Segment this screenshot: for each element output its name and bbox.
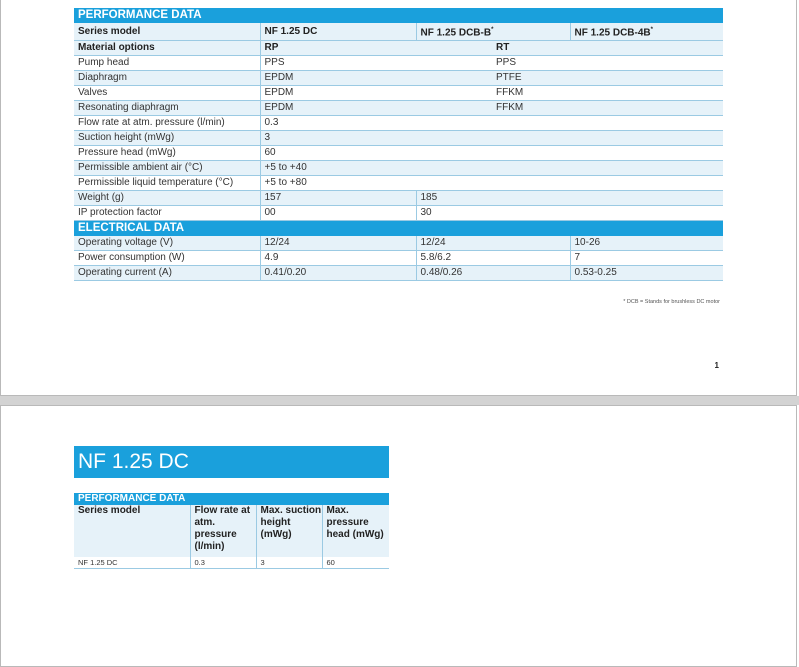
page-2 bbox=[0, 405, 797, 667]
table-row: Operating current (A) 0.41/0.20 0.48/0.26 0.53-0.25 bbox=[74, 266, 723, 281]
footnote: * DCB = Stands for brushless DC motor bbox=[623, 299, 720, 305]
series-row: Series model NF 1.25 DC NF 1.25 DCB-B* NF 1.25 DCB-4B* bbox=[74, 23, 723, 41]
table-row: Suction height (mWg) 3 bbox=[74, 131, 723, 146]
ip-row: IP protection factor 00 30 bbox=[74, 206, 723, 221]
table-row: Valves EPDM FFKM bbox=[74, 86, 723, 101]
weight-row: Weight (g) 157 185 bbox=[74, 191, 723, 206]
table-row: Pump head PPS PPS bbox=[74, 56, 723, 71]
page-gap bbox=[0, 396, 799, 405]
electrical-header: ELECTRICAL DATA bbox=[74, 221, 723, 237]
table-row: Permissible liquid temperature (°C) +5 to +80 bbox=[74, 176, 723, 191]
table-row: Diaphragm EPDM PTFE bbox=[74, 71, 723, 86]
page-title: NF 1.25 DC bbox=[74, 446, 389, 478]
performance-table-2 bbox=[74, 493, 389, 569]
table-row: Power consumption (W) 4.9 5.8/6.2 7 bbox=[74, 251, 723, 266]
table-row: Pressure head (mWg) 60 bbox=[74, 146, 723, 161]
table-row: Flow rate at atm. pressure (l/min) 0.3 bbox=[74, 116, 723, 131]
performance-header: PERFORMANCE DATA bbox=[74, 8, 723, 23]
table-row: Resonating diaphragm EPDM FFKM bbox=[74, 101, 723, 116]
table-row: NF 1.25 DC 0.3 3 60 bbox=[74, 557, 389, 569]
performance-header-2: PERFORMANCE DATA bbox=[74, 493, 389, 505]
table-row: Operating voltage (V) 12/24 12/24 10-26 bbox=[74, 236, 723, 251]
performance-table bbox=[74, 8, 723, 281]
header-row: Series model Flow rate at atm. pressure (l/min) Max. suction height (mWg) Max. pressure head (mWg) bbox=[74, 505, 389, 557]
table-row: Permissible ambient air (°C) +5 to +40 bbox=[74, 161, 723, 176]
material-options-row: Material options RP RT bbox=[74, 41, 723, 56]
page-number: 1 bbox=[714, 361, 719, 370]
